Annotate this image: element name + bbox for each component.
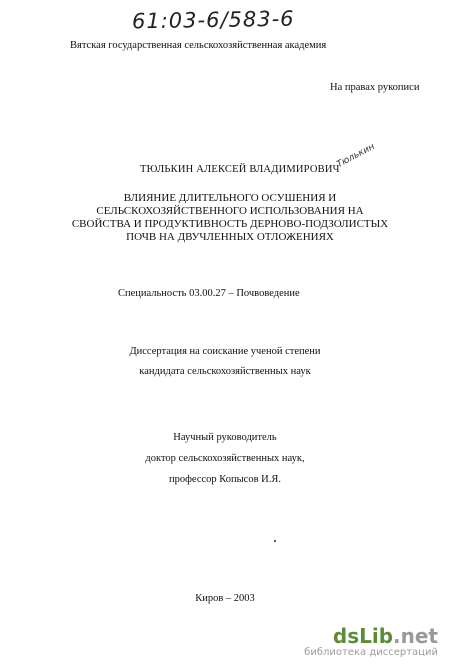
academy-name: Вятская государственная сельскохозяйственная академия — [70, 40, 327, 51]
degree-line-1: Диссертация на соискание ученой степени — [129, 346, 321, 357]
degree-line-2: кандидата сельскохозяйственных наук — [139, 366, 311, 377]
specialty: Специальность 03.00.27 – Почвоведение — [118, 288, 300, 299]
city-year: Киров – 2003 — [195, 593, 255, 604]
watermark-logo — [304, 626, 438, 646]
title-line: СВОЙСТВА И ПРОДУКТИВНОСТЬ ДЕРНОВО-ПОДЗОЛИСТЫХ — [71, 218, 389, 230]
rights-notice: На правах рукописи — [330, 82, 420, 93]
supervisor-label: Научный руководитель — [173, 432, 277, 443]
supervisor-name: профессор Копысов И.Я. — [168, 474, 282, 485]
author-name: ТЮЛЬКИН АЛЕКСЕЙ ВЛАДИМИРОВИЧ — [140, 164, 340, 175]
title-line: ВЛИЯНИЕ ДЛИТЕЛЬНОГО ОСУШЕНИЯ И — [123, 192, 337, 204]
author-signature: Тюлькин — [335, 141, 377, 170]
watermark-logo-tld: .net — [393, 624, 438, 648]
watermark-logo-main: dsLib — [332, 624, 394, 648]
title-line: СЕЛЬСКОХОЗЯЙСТВЕННОГО ИСПОЛЬЗОВАНИЯ НА — [96, 205, 364, 217]
title-line: ПОЧВ НА ДВУЧЛЕННЫХ ОТЛОЖЕНИЯХ — [126, 231, 334, 243]
handwritten-catalog-code: 61:03-6/583-6 — [131, 6, 295, 34]
watermark — [304, 626, 438, 659]
watermark-caption: библиотека диссертаций — [304, 647, 438, 658]
stray-dot — [274, 540, 276, 542]
dissertation-title — [40, 192, 420, 244]
supervisor-degree: доктор сельскохозяйственных наук, — [145, 453, 305, 464]
